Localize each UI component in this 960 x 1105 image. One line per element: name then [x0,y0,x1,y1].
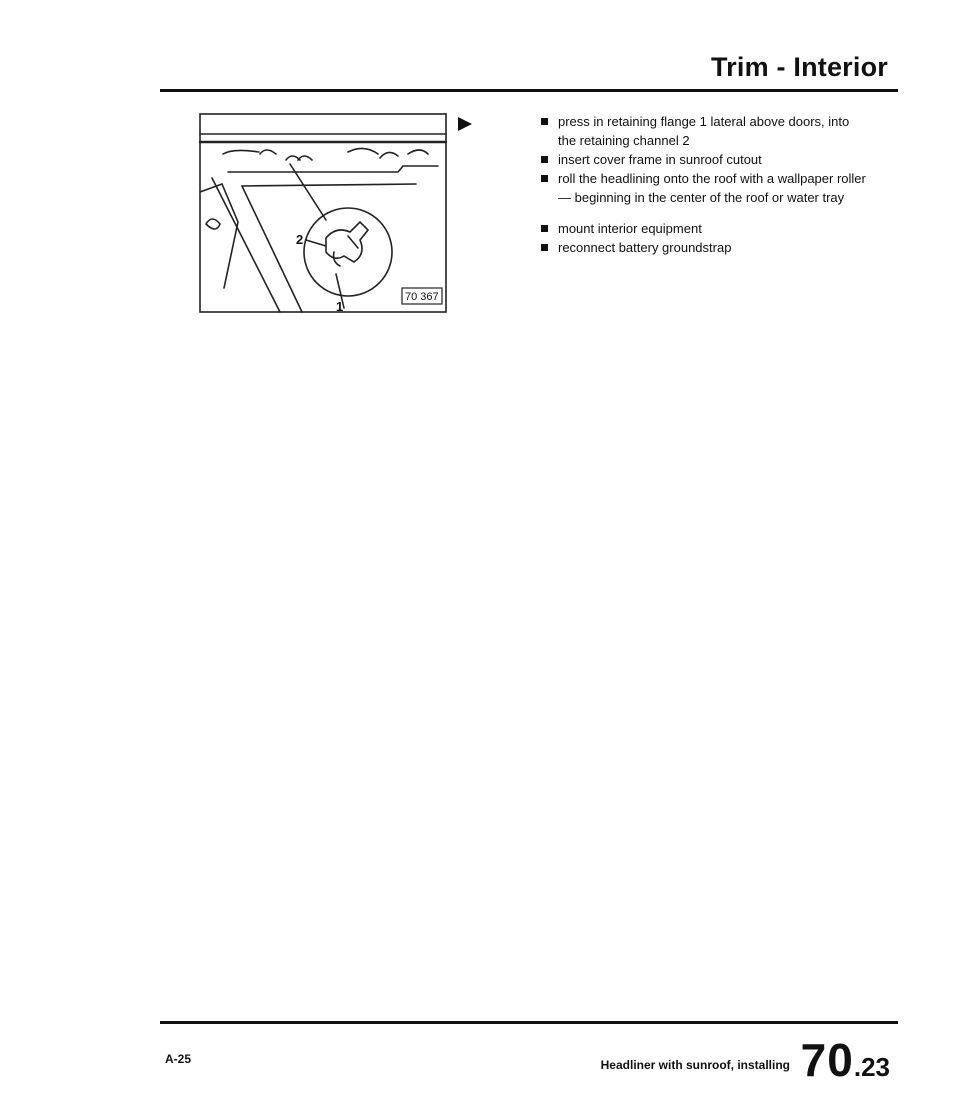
callout-label: 1 [336,299,344,314]
footer-divider [160,1021,898,1024]
list-item: insert cover frame in sunroof cutout [540,150,870,169]
figure-reference-arrow-icon [458,117,472,131]
roof-details [223,150,312,160]
figure-id: 70 367 [405,291,439,303]
section-title: Headliner with sunroof, installing [600,1058,790,1072]
detail-circle [304,208,392,296]
page-number-major: 70 [800,1034,854,1086]
door-pillar [200,184,238,288]
list-item: press in retaining flange 1 lateral above doors, into the retaining channel 2 [540,112,870,150]
page-number-minor: .23 [853,1052,890,1082]
list-item: mount interior equipment [540,219,870,238]
retaining-flange [326,222,368,262]
headliner-edge [242,186,302,312]
instruction-list [540,112,870,257]
retaining-channel [228,166,438,172]
headliner-edge [242,184,416,186]
diagram-svg [198,112,448,314]
door-fitting [206,219,220,229]
callout-label: 2 [296,232,304,247]
list-item: reconnect battery groundstrap [540,238,870,257]
diagram-frame [200,114,446,312]
page-title: Trim - Interior [710,52,888,82]
page-number [801,1033,890,1087]
callout-leader [306,240,326,246]
page-label: A-25 [165,1052,192,1066]
list-item: roll the headlining onto the roof with a wallpaper roller — beginning in the center of the roof or water tray [540,169,870,207]
header-divider [160,89,898,92]
installation-diagram [198,112,448,314]
roof-details [348,148,428,158]
